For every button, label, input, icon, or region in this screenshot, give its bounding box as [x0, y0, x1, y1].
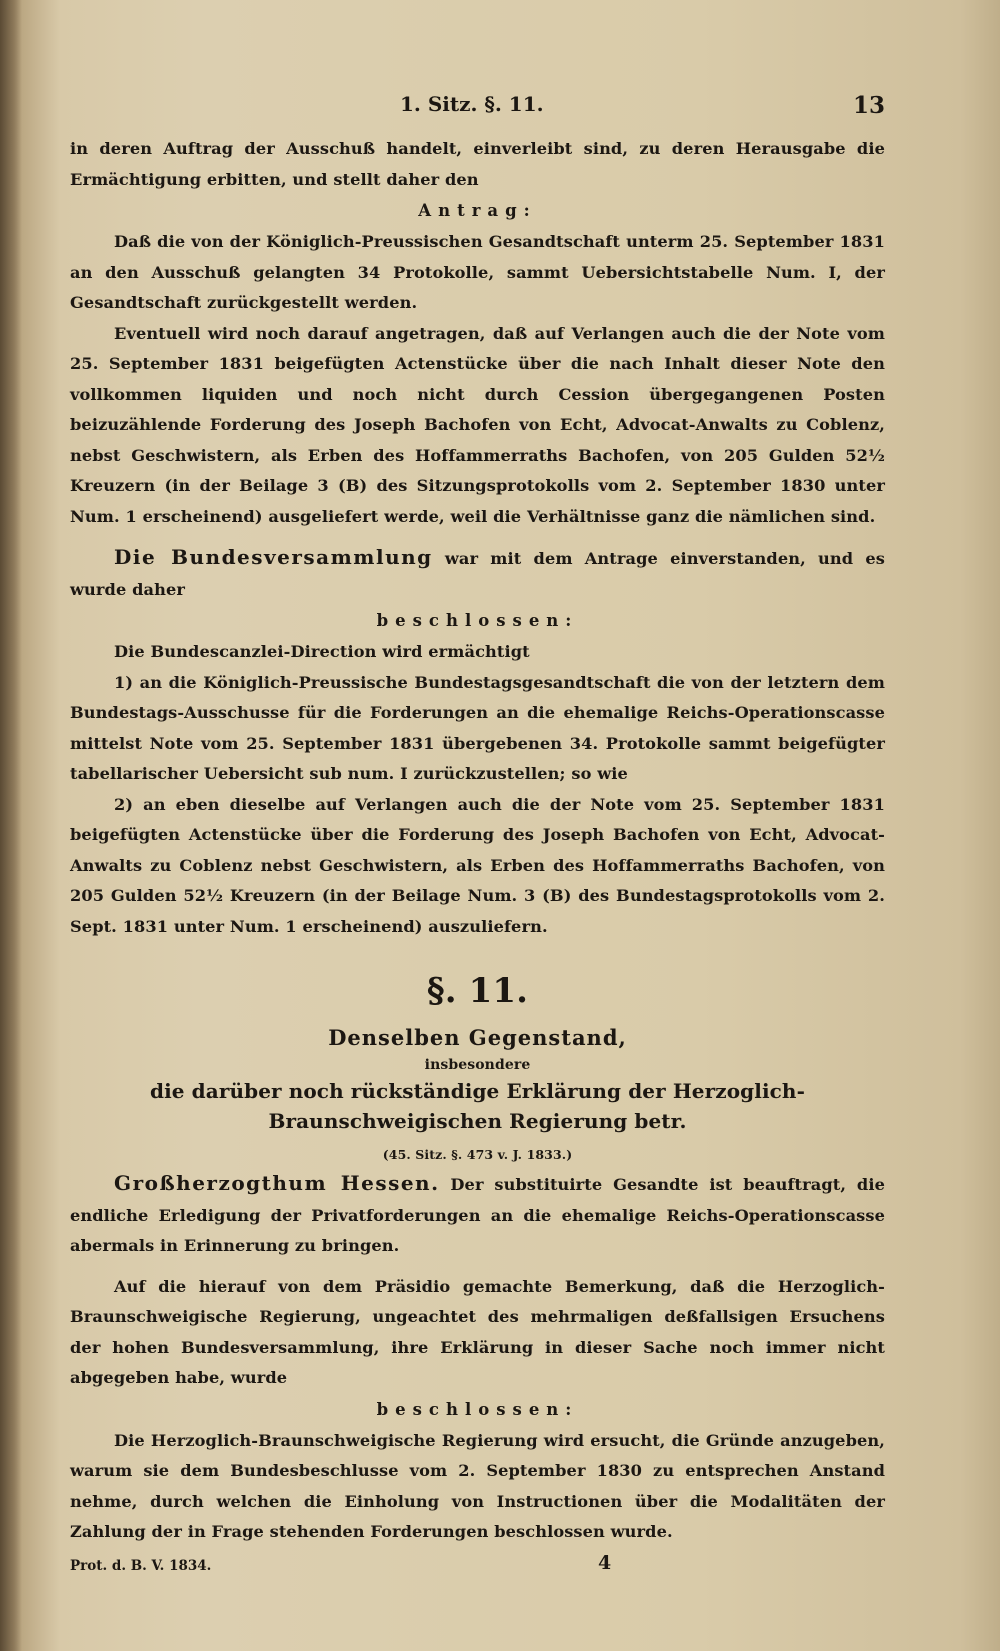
- section-description: die darüber noch rückständige Erklärung der Herzoglich-Braunschweigischen Regierung betr.: [150, 1079, 805, 1133]
- book-spine-shadow: [0, 0, 22, 1651]
- beschlossen-heading-1: beschlossen:: [376, 611, 579, 630]
- section-title: Denselben Gegenstand,: [328, 1025, 627, 1050]
- page-content: [70, 92, 885, 1582]
- running-title: 1. Sitz. §. 11.: [400, 92, 544, 116]
- paragraph-praesidio: Auf die hierauf von dem Präsidio gemachte Bemerkung, daß die Herzoglich-Braunschweigische Regierung, ungeachtet des mehrmaligen deßfallsigen Ersuchens der hohen Bundesversammlung, ihre Erklärung in dieser Sache noch immer nicht abgegeben habe, wurde: [70, 1276, 885, 1387]
- paragraph-resolution: Die Herzoglich-Braunschweigische Regierung wird ersucht, die Gründe anzugeben, warum sie dem Bundesbeschlusse vom 2. September 1830 zu entsprechen Anstand nehme, durch welchen die Einholung von Instructionen über die Modalitäten der Zahlung der in Frage stehenden Forderungen beschlossen wurde.: [70, 1430, 885, 1541]
- paragraph-item-1: 1) an die Königlich-Preussische Bundestagsgesandtschaft die von der letztern dem Bundestags-Ausschusse für die Forderungen an die ehemalige Reichs-Operationscasse mittelst Note vom 25. September 1831 übergebenen 34. Protokolle sammt beigefügter tabellarischer Uebersicht sub num. I zurückzustellen; so wie: [70, 672, 885, 783]
- beschlossen-heading-2: beschlossen:: [376, 1399, 579, 1419]
- antrag-heading: Antrag:: [418, 201, 537, 220]
- signature-mark: 4: [598, 1551, 612, 1574]
- page-number: 13: [852, 92, 885, 119]
- paragraph-hessen: [70, 1168, 885, 1262]
- running-head: [70, 92, 885, 134]
- paragraph-antrag: Daß die von der Königlich-Preussischen Gesandtschaft unterm 25. September 1831 an den Ausschuß gelangten 34 Protokolle, sammt Uebersichtstabelle Num. I, der Gesandtschaft zurückgestellt werden.: [70, 232, 885, 312]
- section-number: §. 11.: [426, 971, 529, 1011]
- section-reference: (45. Sitz. §. 473 v. J. 1833.): [382, 1147, 573, 1162]
- text-hessen: Der substituirte Gesandte ist beauftragt, die endliche Erledigung der Privatforderungen an die ehemalige Reichs-Operationscasse abermals in Erinnerung zu bringen.: [70, 1175, 885, 1255]
- paragraph-direction: Die Bundescanzlei-Direction wird ermächtigt: [114, 642, 530, 661]
- lead-bundesversammlung: Die Bundesversammlung: [114, 545, 433, 569]
- paragraph-eventuell: Eventuell wird noch darauf angetragen, daß auf Verlangen auch die der Note vom 25. September 1831 beigefügten Actenstücke über die nach Inhalt dieser Note den vollkommen liquiden und noch nicht durch Cession übergegangenen Posten beizuzählende Forderung des Joseph Bachofen von Echt, Advocat-Anwalts zu Coblenz, nebst Geschwistern, als Erben des Hoffammerraths Bachofen, von 205 Gulden 52½ Kreuzern (in der Beilage 3 (B) des Sitzungsprotokolls vom 2. September 1830 unter Num. 1 erscheinend) ausgeliefert werde, weil die Verhältnisse ganz die nämlichen sind.: [70, 323, 885, 526]
- page-footer: [70, 1551, 885, 1582]
- imprint: Prot. d. B. V. 1834.: [70, 1557, 212, 1574]
- text-bundesversammlung: war mit dem Antrage einverstanden, und es wurde daher: [70, 549, 885, 599]
- paragraph-bundesversammlung: [70, 542, 885, 605]
- paragraph-item-2: 2) an eben dieselbe auf Verlangen auch die der Note vom 25. September 1831 beigefügten Actenstücke über die Forderung des Joseph Bachofen von Echt, Advocat-Anwalts zu Coblenz nebst Geschwistern, als Erben des Hoffammerraths Bachofen, von 205 Gulden 52½ Kreuzern (in der Beilage Num. 3 (B) des Bundestagsprotokolls vom 2. Sept. 1831 unter Num. 1 erscheinend) auszuliefern.: [70, 794, 885, 936]
- paragraph-continuation: in deren Auftrag der Ausschuß handelt, einverleibt sind, zu deren Herausgabe die Ermächtigung erbitten, und stellt daher den: [70, 139, 885, 189]
- section-subtitle: insbesondere: [424, 1057, 531, 1073]
- lead-hessen: Großherzogthum Hessen.: [114, 1171, 440, 1195]
